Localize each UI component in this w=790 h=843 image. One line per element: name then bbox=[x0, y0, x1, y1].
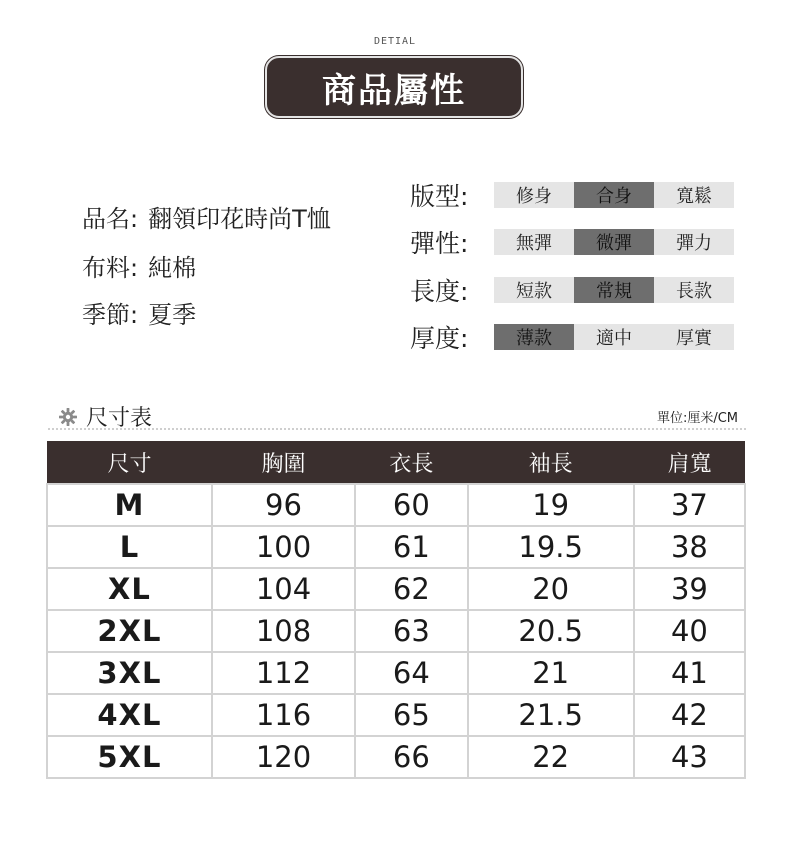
column-header: 肩寬 bbox=[634, 441, 745, 484]
attr-option: 短款 bbox=[494, 277, 574, 303]
size-cell: XL bbox=[47, 568, 212, 610]
table-row bbox=[47, 610, 745, 652]
attr-option: 無彈 bbox=[494, 229, 574, 255]
attr-row-thickness bbox=[410, 323, 734, 351]
size-cell: 4XL bbox=[47, 694, 212, 736]
divider bbox=[48, 428, 746, 430]
table-cell: 37 bbox=[634, 484, 745, 526]
table-cell: 20.5 bbox=[468, 610, 634, 652]
unit-label: 單位:厘米/CM bbox=[656, 411, 738, 426]
attr-option: 適中 bbox=[574, 324, 654, 350]
page-title: 商品屬性 bbox=[322, 70, 466, 111]
info-fabric bbox=[82, 248, 196, 283]
table-cell: 20 bbox=[468, 568, 634, 610]
attr-option: 寬鬆 bbox=[654, 182, 734, 208]
attr-label: 厚度: bbox=[410, 324, 469, 353]
info-season bbox=[82, 295, 196, 330]
table-cell: 21 bbox=[468, 652, 634, 694]
table-cell: 61 bbox=[355, 526, 467, 568]
table-cell: 43 bbox=[634, 736, 745, 778]
detail-caption: DETIAL bbox=[373, 36, 417, 47]
table-cell: 100 bbox=[212, 526, 355, 568]
table-cell: 64 bbox=[355, 652, 467, 694]
attr-option: 彈力 bbox=[654, 229, 734, 255]
table-cell: 38 bbox=[634, 526, 745, 568]
table-cell: 60 bbox=[355, 484, 467, 526]
title-banner bbox=[265, 56, 523, 118]
attr-option: 厚實 bbox=[654, 324, 734, 350]
size-cell: M bbox=[47, 484, 212, 526]
table-cell: 96 bbox=[212, 484, 355, 526]
attr-option: 長款 bbox=[654, 277, 734, 303]
size-cell: 3XL bbox=[47, 652, 212, 694]
column-header: 胸圍 bbox=[212, 441, 355, 484]
attr-option: 合身 bbox=[574, 182, 654, 208]
column-header: 袖長 bbox=[468, 441, 634, 484]
table-cell: 19.5 bbox=[468, 526, 634, 568]
table-row bbox=[47, 568, 745, 610]
attr-option: 修身 bbox=[494, 182, 574, 208]
table-cell: 63 bbox=[355, 610, 467, 652]
table-row bbox=[47, 652, 745, 694]
attr-label: 彈性: bbox=[410, 229, 469, 258]
size-cell: 2XL bbox=[47, 610, 212, 652]
table-row bbox=[47, 526, 745, 568]
table-row bbox=[47, 694, 745, 736]
table-cell: 116 bbox=[212, 694, 355, 736]
table-cell: 19 bbox=[468, 484, 634, 526]
gear-icon bbox=[58, 407, 78, 427]
attr-label: 版型: bbox=[410, 182, 469, 211]
attr-option: 微彈 bbox=[574, 229, 654, 255]
table-cell: 112 bbox=[212, 652, 355, 694]
attr-option: 薄款 bbox=[494, 324, 574, 350]
attr-option: 常規 bbox=[574, 277, 654, 303]
table-cell: 39 bbox=[634, 568, 745, 610]
info-name bbox=[82, 199, 331, 234]
table-cell: 62 bbox=[355, 568, 467, 610]
column-header: 尺寸 bbox=[47, 441, 212, 484]
table-cell: 40 bbox=[634, 610, 745, 652]
table-cell: 22 bbox=[468, 736, 634, 778]
table-cell: 41 bbox=[634, 652, 745, 694]
table-cell: 108 bbox=[212, 610, 355, 652]
table-cell: 66 bbox=[355, 736, 467, 778]
table-cell: 104 bbox=[212, 568, 355, 610]
table-cell: 21.5 bbox=[468, 694, 634, 736]
size-table bbox=[46, 441, 746, 779]
table-cell: 65 bbox=[355, 694, 467, 736]
attr-label: 長度: bbox=[410, 277, 469, 306]
table-row bbox=[47, 736, 745, 778]
size-cell: L bbox=[47, 526, 212, 568]
table-header-row bbox=[47, 441, 745, 484]
column-header: 衣長 bbox=[355, 441, 467, 484]
table-cell: 42 bbox=[634, 694, 745, 736]
info-label: 布料: bbox=[82, 254, 139, 282]
attr-row-elasticity bbox=[410, 228, 734, 256]
table-row bbox=[47, 484, 745, 526]
info-label: 季節: bbox=[82, 301, 139, 329]
size-section-title: 尺寸表 bbox=[86, 406, 153, 431]
table-cell: 120 bbox=[212, 736, 355, 778]
info-value: 翻領印花時尚T恤 bbox=[148, 205, 331, 233]
attr-row-fit bbox=[410, 181, 734, 209]
info-value: 夏季 bbox=[148, 301, 197, 329]
info-label: 品名: bbox=[82, 205, 139, 233]
size-cell: 5XL bbox=[47, 736, 212, 778]
info-value: 純棉 bbox=[148, 254, 197, 282]
attr-row-length bbox=[410, 276, 734, 304]
